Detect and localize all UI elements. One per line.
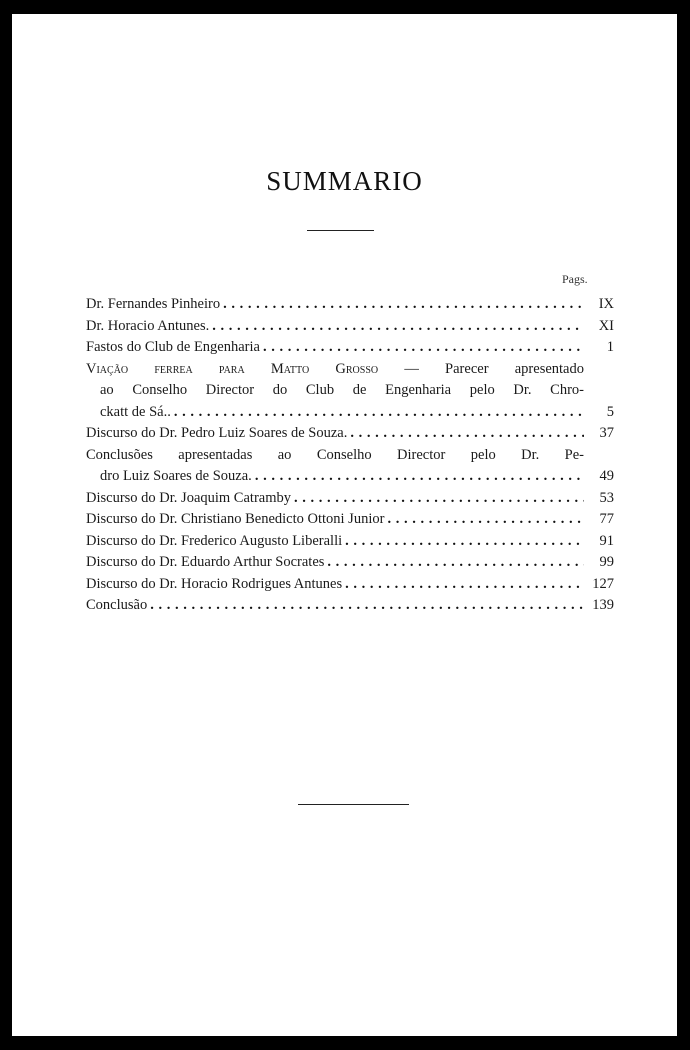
toc-entry (86, 509, 614, 531)
toc-entry-line (86, 402, 614, 424)
end-divider (298, 804, 409, 805)
dot-leader (147, 595, 584, 617)
pages-column-label: Pags. (562, 272, 588, 286)
toc-entry (86, 337, 614, 359)
dot-leader (291, 488, 584, 510)
toc-entry-title: Discurso do Dr. Pedro Luiz Soares de Souza. (86, 425, 348, 441)
title-divider (307, 230, 374, 231)
toc-entry-title: Dr. Fernandes Pinheiro (86, 296, 221, 312)
toc-entry-line (86, 359, 614, 381)
document-page (12, 14, 677, 1036)
table-of-contents (86, 294, 614, 617)
dot-leader (209, 316, 584, 338)
toc-entry (86, 423, 614, 445)
dot-leader (324, 552, 584, 574)
dot-leader (384, 509, 584, 531)
toc-entry-title-line (86, 359, 584, 381)
toc-entry (86, 574, 614, 596)
page-title: SUMMARIO (266, 166, 423, 196)
toc-entry-page: 127 (592, 575, 614, 592)
toc-entry-title: Discurso do Dr. Christiano Benedicto Ottoni Junior (86, 511, 385, 527)
toc-entry-page: 1 (606, 339, 614, 355)
toc-entry-multiline (86, 445, 614, 488)
toc-entry-line (86, 445, 614, 467)
toc-entry-title-line: ckatt de Sá.. (100, 403, 171, 420)
toc-entry-title: Fastos do Club de Engenharia (86, 339, 260, 355)
toc-entry-page: 99 (599, 554, 614, 570)
toc-entry (86, 595, 614, 617)
toc-entry-multiline (86, 359, 614, 424)
toc-entry-page: 139 (592, 597, 614, 613)
dot-leader (252, 466, 584, 488)
toc-entry-page: 91 (599, 532, 614, 549)
toc-entry (86, 531, 614, 553)
toc-entry-title-rest: — Parecer apresentado (378, 360, 584, 377)
toc-entry-title: Discurso do Dr. Joaquim Catramby (86, 489, 291, 506)
toc-entry-title: Discurso do Dr. Eduardo Arthur Socrates (86, 554, 325, 570)
toc-entry-line (86, 466, 614, 488)
toc-entry-page: 53 (599, 489, 614, 506)
toc-entry-title: Discurso do Dr. Horacio Rodrigues Antunes (86, 575, 343, 592)
toc-entry-title-line: Conclusões apresentadas ao Conselho Director pelo Dr. Pe- (86, 446, 584, 463)
toc-entry-title-smallcaps: Viação ferrea para Matto Grosso (86, 360, 379, 377)
dot-leader (342, 574, 584, 596)
toc-entry (86, 294, 614, 316)
toc-entry-title-line: ao Conselho Director do Club de Engenharia pelo Dr. Chro- (100, 382, 584, 398)
dot-leader (342, 531, 584, 553)
toc-entry-page: 49 (599, 468, 614, 484)
dot-leader (220, 294, 584, 316)
toc-entry-title: Discurso do Dr. Frederico Augusto Liberalli (86, 532, 343, 549)
toc-entry-title: Conclusão (86, 597, 148, 613)
toc-entry-page: 37 (599, 425, 614, 441)
dot-leader (171, 402, 584, 424)
toc-entry-line (86, 380, 614, 402)
toc-entry (86, 552, 614, 574)
toc-entry-page: IX (598, 296, 614, 312)
toc-entry-page: 77 (599, 511, 614, 527)
toc-entry (86, 316, 614, 338)
toc-entry-title: Dr. Horacio Antunes. (86, 317, 210, 334)
toc-entry-page: XI (598, 317, 614, 334)
toc-entry-page: 5 (606, 403, 614, 420)
toc-entry-title-line: dro Luiz Soares de Souza. (100, 468, 252, 484)
dot-leader (260, 337, 584, 359)
dot-leader (347, 423, 584, 445)
toc-entry (86, 488, 614, 510)
